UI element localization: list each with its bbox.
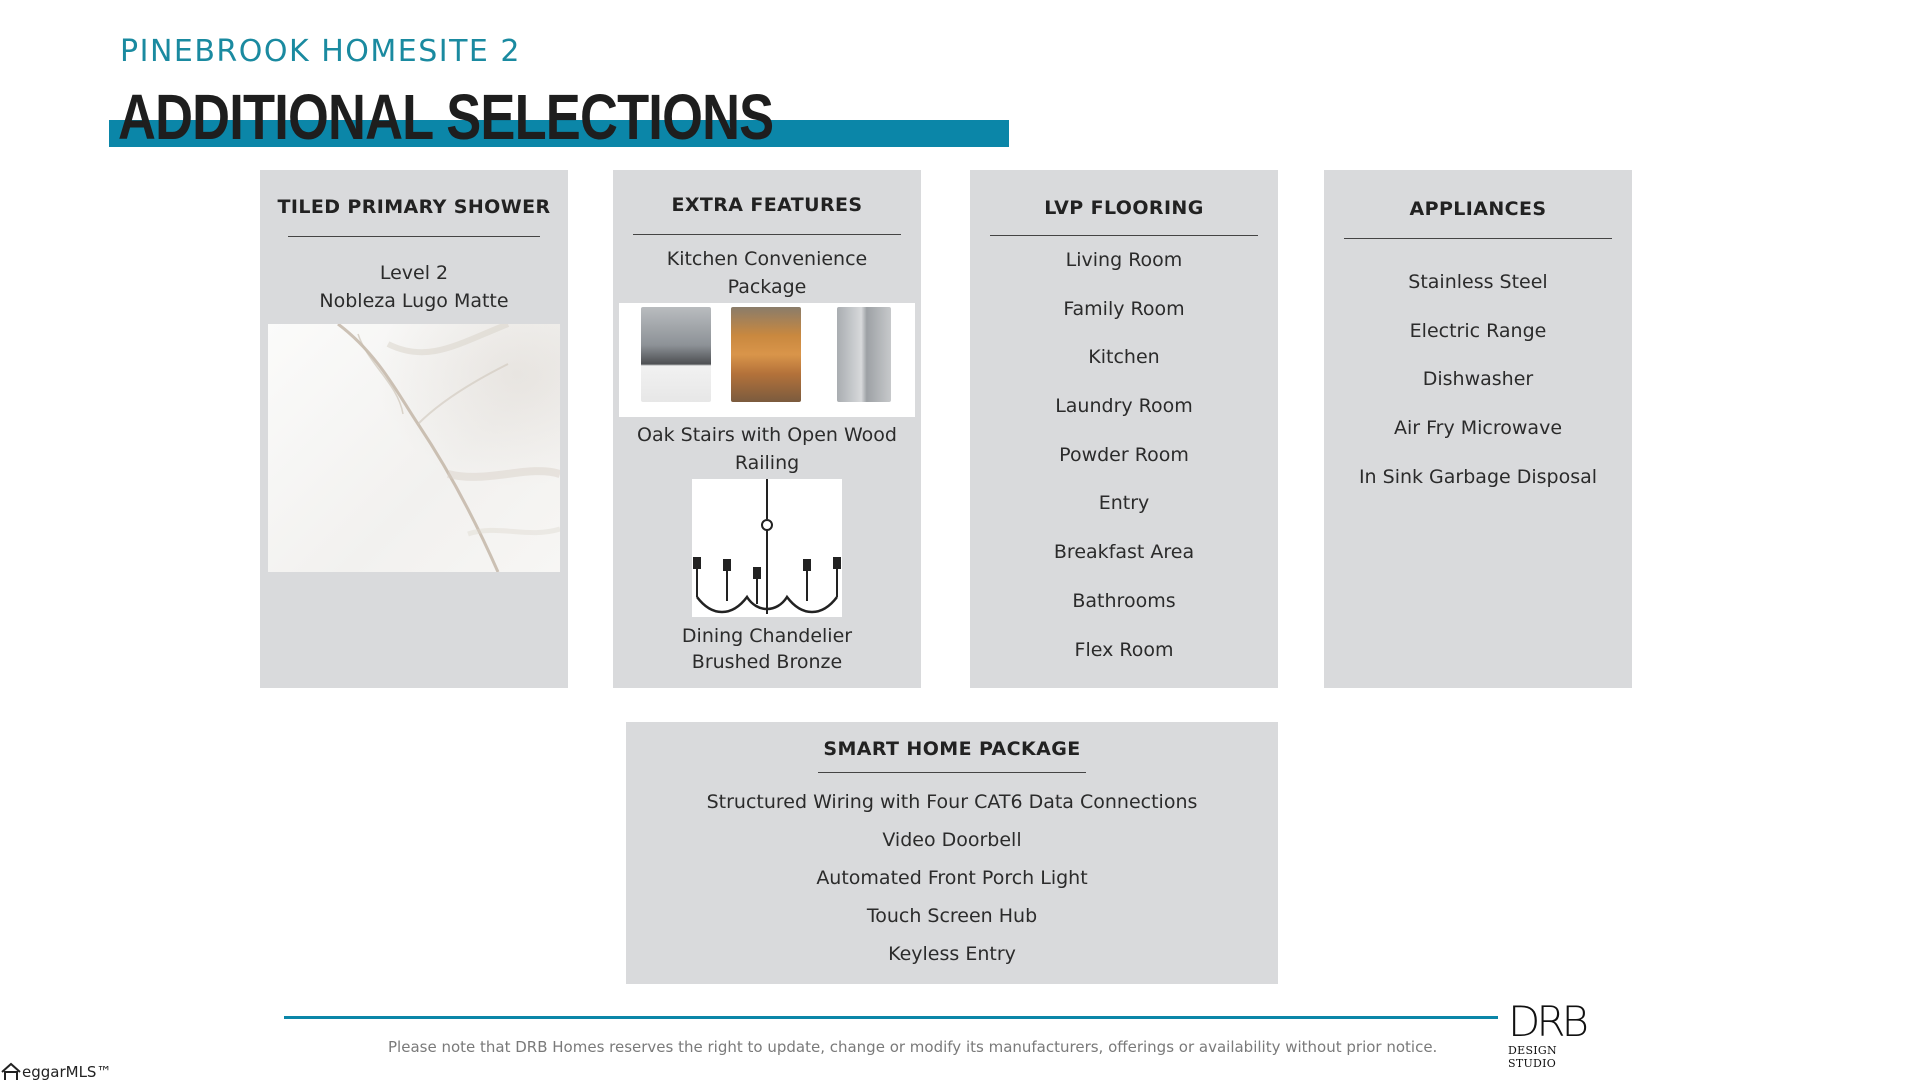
trash-pullout-photo: [641, 307, 711, 402]
list-item: Keyless Entry: [888, 943, 1016, 965]
card-tiled-primary-shower: [260, 170, 568, 688]
list-item: Structured Wiring with Four CAT6 Data Connections: [706, 791, 1198, 813]
kitchen-package-label: Kitchen Convenience Package: [666, 248, 868, 298]
shower-level: Level 2: [379, 262, 449, 284]
card-heading: LVP FLOORING: [1044, 197, 1204, 219]
kitchen-photos: [619, 303, 915, 417]
oak-stairs-label: Oak Stairs with Open Wood Railing: [637, 424, 897, 474]
list-item: Video Doorbell: [882, 829, 1022, 851]
footer-disclaimer: Please note that DRB Homes reserves the right to update, change or modify its manufacturers, offerings or availability without prior notice.: [388, 1038, 1438, 1056]
shower-finish: Nobleza Lugo Matte: [319, 290, 509, 312]
card-divider: [1344, 238, 1612, 239]
list-item: Automated Front Porch Light: [816, 867, 1088, 889]
mls-watermark: [0, 1062, 111, 1080]
list-item: Electric Range: [1409, 319, 1547, 342]
list-item: Breakfast Area: [1053, 541, 1195, 564]
refrigerator-photo: [837, 307, 891, 402]
card-divider: [818, 772, 1086, 773]
list-item: Powder Room: [1059, 443, 1189, 466]
card-heading: TILED PRIMARY SHOWER: [277, 196, 551, 218]
chandelier-label: Dining Chandelier Brushed Bronze: [681, 625, 853, 673]
card-appliances: [1324, 170, 1632, 688]
list-item: Living Room: [1065, 249, 1183, 271]
list-item: Family Room: [1063, 297, 1185, 320]
footer-divider: [284, 1016, 1498, 1019]
list-item: Flex Room: [1074, 638, 1174, 661]
marble-tile-image: [268, 324, 560, 572]
list-item: Entry: [1098, 492, 1150, 515]
page-title: ADDITIONAL SELECTIONS: [118, 81, 774, 153]
list-item: Kitchen: [1088, 346, 1160, 369]
card-extra-features: [613, 170, 921, 688]
house-icon: [0, 1062, 22, 1080]
card-divider: [633, 234, 901, 235]
list-item: Stainless Steel: [1408, 271, 1548, 293]
list-item: Dishwasher: [1422, 368, 1534, 391]
logo-mark: DRB: [1508, 997, 1586, 1046]
list-item: In Sink Garbage Disposal: [1358, 465, 1598, 488]
logo-subtext: DESIGN STUDIO: [1508, 1044, 1557, 1070]
drb-design-studio-logo: [1508, 997, 1604, 1070]
smart-home-list: [707, 783, 1198, 973]
lvp-room-list: [1054, 241, 1194, 679]
list-item: Air Fry Microwave: [1393, 417, 1563, 440]
card-lvp-flooring: [970, 170, 1278, 688]
chandelier-image: [692, 479, 842, 617]
list-item: Bathrooms: [1072, 589, 1176, 612]
card-heading: APPLIANCES: [1409, 198, 1547, 220]
page-subtitle: PINEBROOK HOMESITE 2: [120, 34, 522, 69]
appliance-list: [1359, 267, 1597, 510]
card-smart-home-package: [626, 722, 1278, 984]
card-divider: [990, 235, 1258, 236]
card-divider: [288, 236, 540, 237]
card-heading: SMART HOME PACKAGE: [823, 738, 1081, 760]
list-item: Laundry Room: [1055, 395, 1193, 418]
list-item: Touch Screen Hub: [866, 905, 1038, 927]
card-heading: EXTRA FEATURES: [671, 194, 863, 216]
mls-text: eggarMLS™: [22, 1063, 112, 1080]
rollout-shelves-photo: [731, 307, 801, 402]
